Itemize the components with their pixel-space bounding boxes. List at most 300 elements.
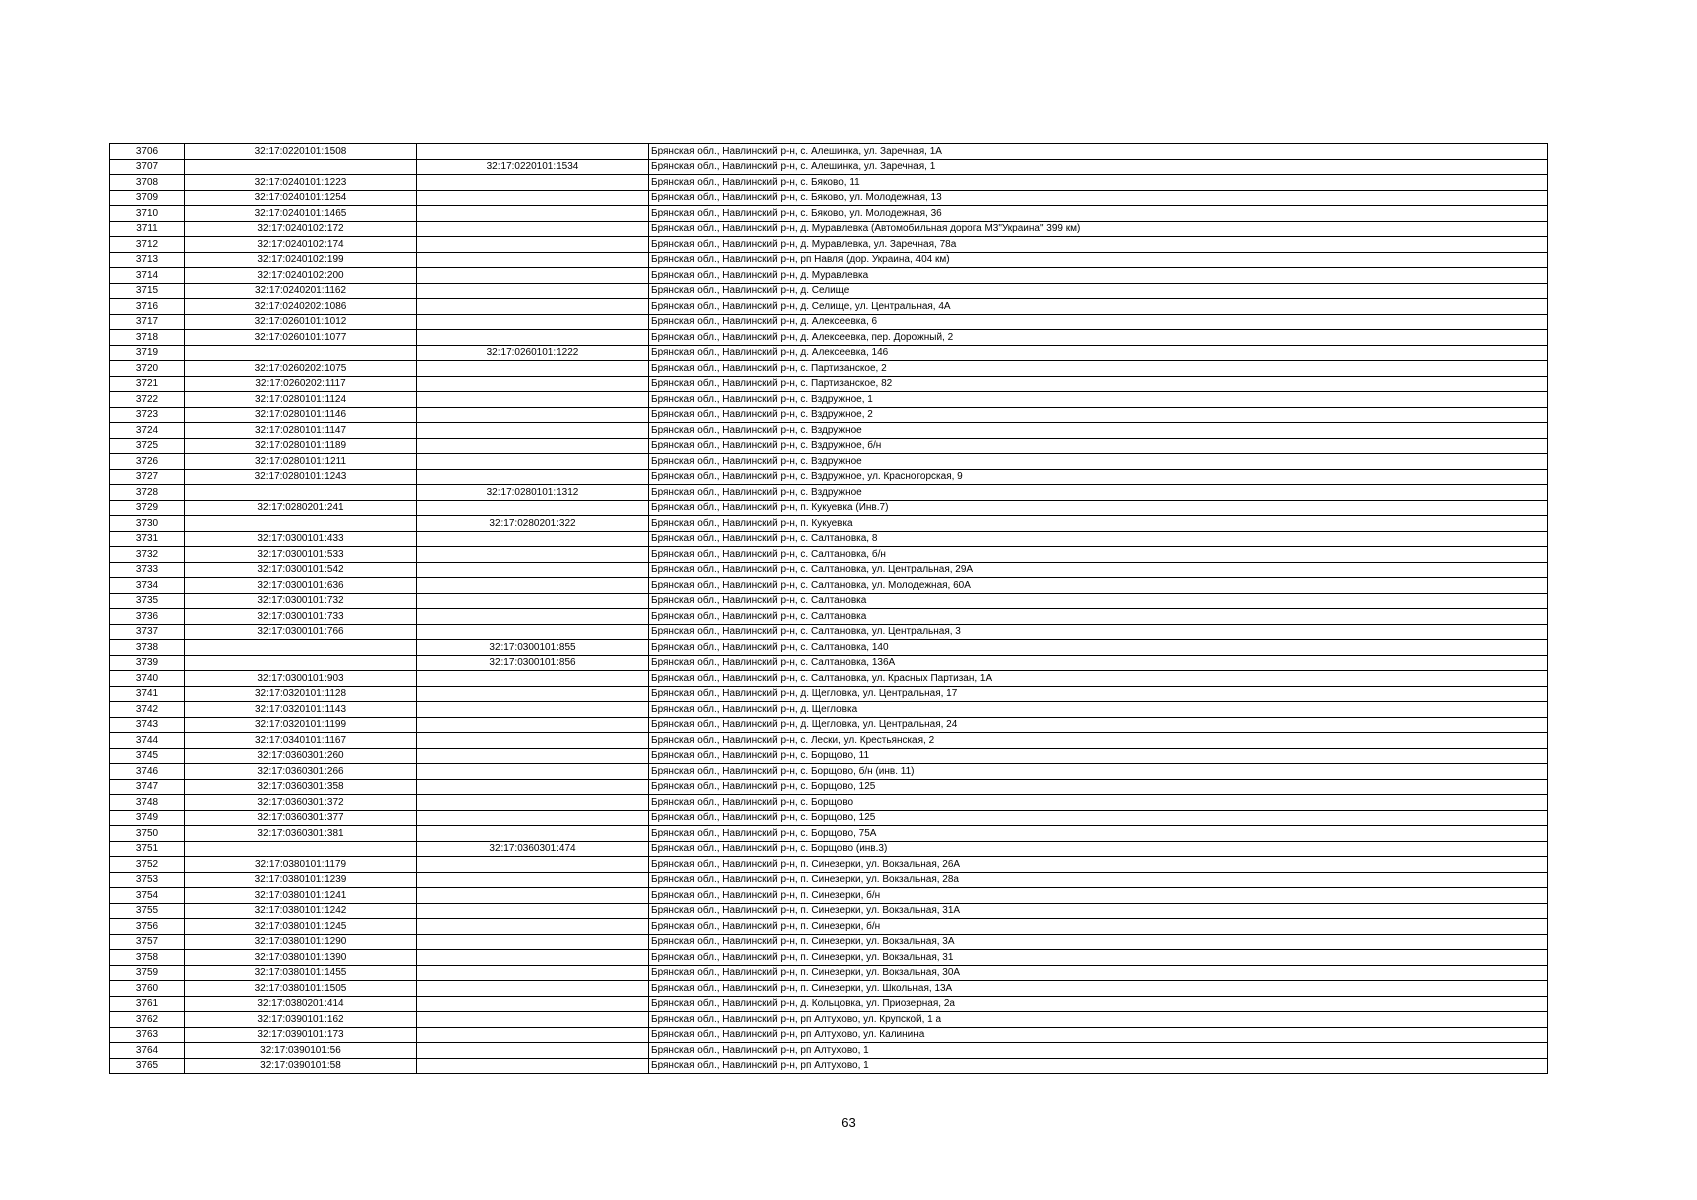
table-row [110, 888, 1548, 904]
table-row [110, 702, 1548, 718]
related-cadastral-number-cell: 32:17:0360301:474 [417, 841, 649, 857]
row-number-cell: 3706 [110, 144, 185, 160]
address-cell: Брянская обл., Навлинский р-н, рп Алтухово, 1 [649, 1043, 1548, 1059]
row-number-cell: 3712 [110, 237, 185, 253]
cadastral-number-cell: 32:17:0360301:358 [185, 779, 417, 795]
address-cell: Брянская обл., Навлинский р-н, п. Синезерки, ул. Школьная, 13А [649, 981, 1548, 997]
related-cadastral-number-cell [417, 252, 649, 268]
row-number-cell: 3747 [110, 779, 185, 795]
address-cell: Брянская обл., Навлинский р-н, с. Борщово, 125 [649, 779, 1548, 795]
table-row [110, 314, 1548, 330]
related-cadastral-number-cell [417, 764, 649, 780]
row-number-cell: 3715 [110, 283, 185, 299]
table-row [110, 407, 1548, 423]
related-cadastral-number-cell [417, 671, 649, 687]
row-number-cell: 3730 [110, 516, 185, 532]
cadastral-number-cell: 32:17:0380101:1241 [185, 888, 417, 904]
address-cell: Брянская обл., Навлинский р-н, с. Борщово, 125 [649, 810, 1548, 826]
table-row [110, 252, 1548, 268]
cadastral-number-cell: 32:17:0300101:433 [185, 531, 417, 547]
table-row [110, 965, 1548, 981]
row-number-cell: 3735 [110, 593, 185, 609]
table-row [110, 826, 1548, 842]
table-row [110, 423, 1548, 439]
related-cadastral-number-cell [417, 314, 649, 330]
row-number-cell: 3724 [110, 423, 185, 439]
related-cadastral-number-cell [417, 299, 649, 315]
table-row [110, 671, 1548, 687]
cadastral-number-cell: 32:17:0360301:372 [185, 795, 417, 811]
related-cadastral-number-cell [417, 934, 649, 950]
row-number-cell: 3765 [110, 1058, 185, 1074]
table-row [110, 547, 1548, 563]
cadastral-number-cell: 32:17:0240101:1223 [185, 175, 417, 191]
related-cadastral-number-cell [417, 500, 649, 516]
cadastral-number-cell: 32:17:0360301:381 [185, 826, 417, 842]
cadastral-number-cell: 32:17:0320101:1128 [185, 686, 417, 702]
table-row [110, 996, 1548, 1012]
address-cell: Брянская обл., Навлинский р-н, с. Салтановка, ул. Красных Партизан, 1А [649, 671, 1548, 687]
row-number-cell: 3731 [110, 531, 185, 547]
related-cadastral-number-cell [417, 392, 649, 408]
table-row [110, 779, 1548, 795]
related-cadastral-number-cell [417, 376, 649, 392]
address-cell: Брянская обл., Навлинский р-н, п. Кукуевка (Инв.7) [649, 500, 1548, 516]
row-number-cell: 3714 [110, 268, 185, 284]
cadastral-number-cell: 32:17:0300101:903 [185, 671, 417, 687]
related-cadastral-number-cell [417, 206, 649, 222]
table-row [110, 283, 1548, 299]
table-row [110, 516, 1548, 532]
related-cadastral-number-cell [417, 1058, 649, 1074]
row-number-cell: 3745 [110, 748, 185, 764]
address-cell: Брянская обл., Навлинский р-н, с. Борщово, б/н (инв. 11) [649, 764, 1548, 780]
address-cell: Брянская обл., Навлинский р-н, рп Алтухово, ул. Крупской, 1 а [649, 1012, 1548, 1028]
row-number-cell: 3736 [110, 609, 185, 625]
related-cadastral-number-cell [417, 702, 649, 718]
table-row [110, 531, 1548, 547]
related-cadastral-number-cell [417, 624, 649, 640]
address-cell: Брянская обл., Навлинский р-н, д. Селище, ул. Центральная, 4А [649, 299, 1548, 315]
row-number-cell: 3713 [110, 252, 185, 268]
table-row [110, 981, 1548, 997]
row-number-cell: 3761 [110, 996, 185, 1012]
row-number-cell: 3729 [110, 500, 185, 516]
cadastral-number-cell: 32:17:0280101:1147 [185, 423, 417, 439]
address-cell: Брянская обл., Навлинский р-н, д. Щегловка [649, 702, 1548, 718]
related-cadastral-number-cell [417, 1043, 649, 1059]
page-number: 63 [841, 1115, 856, 1130]
address-cell: Брянская обл., Навлинский р-н, д. Щегловка, ул. Центральная, 17 [649, 686, 1548, 702]
table-row [110, 159, 1548, 175]
cadastral-number-cell: 32:17:0380101:1245 [185, 919, 417, 935]
address-cell: Брянская обл., Навлинский р-н, д. Алексеевка, 6 [649, 314, 1548, 330]
table-row [110, 469, 1548, 485]
cadastral-number-cell: 32:17:0240102:199 [185, 252, 417, 268]
row-number-cell: 3751 [110, 841, 185, 857]
table-row [110, 795, 1548, 811]
cadastral-number-cell: 32:17:0340101:1167 [185, 733, 417, 749]
address-cell: Брянская обл., Навлинский р-н, с. Бяково, 11 [649, 175, 1548, 191]
related-cadastral-number-cell [417, 190, 649, 206]
row-number-cell: 3762 [110, 1012, 185, 1028]
cadastral-number-cell: 32:17:0240101:1465 [185, 206, 417, 222]
row-number-cell: 3722 [110, 392, 185, 408]
address-cell: Брянская обл., Навлинский р-н, с. Вздружное [649, 485, 1548, 501]
address-cell: Брянская обл., Навлинский р-н, с. Салтановка [649, 609, 1548, 625]
address-cell: Брянская обл., Навлинский р-н, п. Синезерки, ул. Вокзальная, 3А [649, 934, 1548, 950]
row-number-cell: 3740 [110, 671, 185, 687]
row-number-cell: 3728 [110, 485, 185, 501]
cadastral-number-cell: 32:17:0240201:1162 [185, 283, 417, 299]
row-number-cell: 3716 [110, 299, 185, 315]
table-row [110, 361, 1548, 377]
table-row [110, 857, 1548, 873]
cadastral-number-cell: 32:17:0300101:766 [185, 624, 417, 640]
row-number-cell: 3756 [110, 919, 185, 935]
related-cadastral-number-cell: 32:17:0260101:1222 [417, 345, 649, 361]
address-cell: Брянская обл., Навлинский р-н, д. Муравлевка (Автомобильная дорога М3"Украина" 399 км) [649, 221, 1548, 237]
cadastral-number-cell: 32:17:0320101:1143 [185, 702, 417, 718]
cadastral-number-cell [185, 640, 417, 656]
cadastral-number-cell: 32:17:0390101:56 [185, 1043, 417, 1059]
cadastral-number-cell: 32:17:0280201:241 [185, 500, 417, 516]
related-cadastral-number-cell [417, 888, 649, 904]
table-row [110, 500, 1548, 516]
row-number-cell: 3753 [110, 872, 185, 888]
related-cadastral-number-cell [417, 221, 649, 237]
row-number-cell: 3737 [110, 624, 185, 640]
address-cell: Брянская обл., Навлинский р-н, п. Синезерки, ул. Вокзальная, 26А [649, 857, 1548, 873]
table-row [110, 376, 1548, 392]
table-row [110, 903, 1548, 919]
cadastral-number-cell: 32:17:0280101:1211 [185, 454, 417, 470]
address-cell: Брянская обл., Навлинский р-н, с. Борщово [649, 795, 1548, 811]
row-number-cell: 3744 [110, 733, 185, 749]
related-cadastral-number-cell: 32:17:0220101:1534 [417, 159, 649, 175]
table-row [110, 345, 1548, 361]
table-row [110, 578, 1548, 594]
row-number-cell: 3711 [110, 221, 185, 237]
related-cadastral-number-cell [417, 795, 649, 811]
cadastral-number-cell: 32:17:0380101:1390 [185, 950, 417, 966]
table-row [110, 1027, 1548, 1043]
related-cadastral-number-cell [417, 531, 649, 547]
table-row [110, 609, 1548, 625]
cadastral-number-cell: 32:17:0380101:1290 [185, 934, 417, 950]
row-number-cell: 3708 [110, 175, 185, 191]
row-number-cell: 3719 [110, 345, 185, 361]
address-cell: Брянская обл., Навлинский р-н, д. Муравлевка [649, 268, 1548, 284]
row-number-cell: 3750 [110, 826, 185, 842]
related-cadastral-number-cell [417, 578, 649, 594]
cadastral-number-cell: 32:17:0260202:1117 [185, 376, 417, 392]
related-cadastral-number-cell [417, 717, 649, 733]
row-number-cell: 3707 [110, 159, 185, 175]
related-cadastral-number-cell [417, 609, 649, 625]
table-row [110, 206, 1548, 222]
address-cell: Брянская обл., Навлинский р-н, п. Кукуевка [649, 516, 1548, 532]
cadastral-number-cell [185, 841, 417, 857]
row-number-cell: 3749 [110, 810, 185, 826]
address-cell: Брянская обл., Навлинский р-н, д. Селище [649, 283, 1548, 299]
address-cell: Брянская обл., Навлинский р-н, с. Лески, ул. Крестьянская, 2 [649, 733, 1548, 749]
table-row [110, 268, 1548, 284]
table-row [110, 748, 1548, 764]
related-cadastral-number-cell: 32:17:0280201:322 [417, 516, 649, 532]
cadastral-number-cell: 32:17:0240202:1086 [185, 299, 417, 315]
related-cadastral-number-cell [417, 283, 649, 299]
address-cell: Брянская обл., Навлинский р-н, с. Вздружное, ул. Красногорская, 9 [649, 469, 1548, 485]
table-row [110, 733, 1548, 749]
related-cadastral-number-cell [417, 903, 649, 919]
related-cadastral-number-cell [417, 547, 649, 563]
address-cell: Брянская обл., Навлинский р-н, д. Алексеевка, пер. Дорожный, 2 [649, 330, 1548, 346]
address-cell: Брянская обл., Навлинский р-н, с. Вздружное, 1 [649, 392, 1548, 408]
address-cell: Брянская обл., Навлинский р-н, с. Борщово, 75А [649, 826, 1548, 842]
cadastral-number-cell: 32:17:0380101:1242 [185, 903, 417, 919]
address-cell: Брянская обл., Навлинский р-н, рп Алтухово, 1 [649, 1058, 1548, 1074]
related-cadastral-number-cell [417, 593, 649, 609]
table-row [110, 221, 1548, 237]
cadastral-number-cell: 32:17:0240101:1254 [185, 190, 417, 206]
table-row [110, 438, 1548, 454]
table-row [110, 454, 1548, 470]
table-row [110, 330, 1548, 346]
cadastral-number-cell: 32:17:0280101:1243 [185, 469, 417, 485]
row-number-cell: 3739 [110, 655, 185, 671]
related-cadastral-number-cell [417, 361, 649, 377]
address-cell: Брянская обл., Навлинский р-н, с. Партизанское, 82 [649, 376, 1548, 392]
related-cadastral-number-cell [417, 438, 649, 454]
related-cadastral-number-cell [417, 733, 649, 749]
cadastral-number-cell: 32:17:0380101:1505 [185, 981, 417, 997]
cadastral-number-cell: 32:17:0320101:1199 [185, 717, 417, 733]
related-cadastral-number-cell [417, 330, 649, 346]
related-cadastral-number-cell: 32:17:0280101:1312 [417, 485, 649, 501]
address-cell: Брянская обл., Навлинский р-н, п. Синезерки, б/н [649, 888, 1548, 904]
related-cadastral-number-cell [417, 423, 649, 439]
cadastral-number-cell: 32:17:0300101:636 [185, 578, 417, 594]
table-row [110, 934, 1548, 950]
row-number-cell: 3709 [110, 190, 185, 206]
address-cell: Брянская обл., Навлинский р-н, с. Салтановка, б/н [649, 547, 1548, 563]
cadastral-number-cell: 32:17:0260202:1075 [185, 361, 417, 377]
table-row [110, 1058, 1548, 1074]
objects-table [109, 143, 1548, 1074]
row-number-cell: 3721 [110, 376, 185, 392]
table-row [110, 624, 1548, 640]
related-cadastral-number-cell [417, 686, 649, 702]
address-cell: Брянская обл., Навлинский р-н, с. Вздружное [649, 423, 1548, 439]
cadastral-number-cell: 32:17:0360301:260 [185, 748, 417, 764]
row-number-cell: 3727 [110, 469, 185, 485]
address-cell: Брянская обл., Навлинский р-н, с. Партизанское, 2 [649, 361, 1548, 377]
cadastral-number-cell [185, 485, 417, 501]
cadastral-number-cell: 32:17:0260101:1077 [185, 330, 417, 346]
related-cadastral-number-cell [417, 144, 649, 160]
cadastral-number-cell: 32:17:0260101:1012 [185, 314, 417, 330]
cadastral-number-cell: 32:17:0390101:173 [185, 1027, 417, 1043]
address-cell: Брянская обл., Навлинский р-н, п. Синезерки, ул. Вокзальная, 31 [649, 950, 1548, 966]
address-cell: Брянская обл., Навлинский р-н, д. Щегловка, ул. Центральная, 24 [649, 717, 1548, 733]
address-cell: Брянская обл., Навлинский р-н, п. Синезерки, ул. Вокзальная, 30А [649, 965, 1548, 981]
address-cell: Брянская обл., Навлинский р-н, п. Синезерки, ул. Вокзальная, 31А [649, 903, 1548, 919]
related-cadastral-number-cell [417, 407, 649, 423]
address-cell: Брянская обл., Навлинский р-н, с. Бяково, ул. Молодежная, 36 [649, 206, 1548, 222]
row-number-cell: 3758 [110, 950, 185, 966]
related-cadastral-number-cell [417, 469, 649, 485]
cadastral-number-cell: 32:17:0360301:377 [185, 810, 417, 826]
cadastral-number-cell: 32:17:0360301:266 [185, 764, 417, 780]
address-cell: Брянская обл., Навлинский р-н, с. Салтановка, ул. Центральная, 29А [649, 562, 1548, 578]
row-number-cell: 3725 [110, 438, 185, 454]
address-cell: Брянская обл., Навлинский р-н, рп Алтухово, ул. Калинина [649, 1027, 1548, 1043]
related-cadastral-number-cell: 32:17:0300101:855 [417, 640, 649, 656]
table-row [110, 392, 1548, 408]
cadastral-number-cell: 32:17:0280101:1124 [185, 392, 417, 408]
cadastral-number-cell: 32:17:0300101:542 [185, 562, 417, 578]
cadastral-number-cell: 32:17:0280101:1146 [185, 407, 417, 423]
related-cadastral-number-cell [417, 237, 649, 253]
related-cadastral-number-cell [417, 175, 649, 191]
row-number-cell: 3717 [110, 314, 185, 330]
cadastral-number-cell [185, 516, 417, 532]
table-row [110, 237, 1548, 253]
objects-table-body [110, 144, 1548, 1074]
address-cell: Брянская обл., Навлинский р-н, с. Вздружное, 2 [649, 407, 1548, 423]
address-cell: Брянская обл., Навлинский р-н, д. Алексеевка, 146 [649, 345, 1548, 361]
row-number-cell: 3741 [110, 686, 185, 702]
table-row [110, 872, 1548, 888]
address-cell: Брянская обл., Навлинский р-н, с. Бяково, ул. Молодежная, 13 [649, 190, 1548, 206]
address-cell: Брянская обл., Навлинский р-н, с. Салтановка, ул. Центральная, 3 [649, 624, 1548, 640]
cadastral-number-cell: 32:17:0390101:58 [185, 1058, 417, 1074]
cadastral-number-cell [185, 655, 417, 671]
address-cell: Брянская обл., Навлинский р-н, д. Муравлевка, ул. Заречная, 78а [649, 237, 1548, 253]
row-number-cell: 3748 [110, 795, 185, 811]
table-row [110, 841, 1548, 857]
table-row [110, 175, 1548, 191]
table-row [110, 1012, 1548, 1028]
row-number-cell: 3710 [110, 206, 185, 222]
related-cadastral-number-cell [417, 1012, 649, 1028]
row-number-cell: 3720 [110, 361, 185, 377]
address-cell: Брянская обл., Навлинский р-н, с. Салтановка, 140 [649, 640, 1548, 656]
related-cadastral-number-cell [417, 996, 649, 1012]
address-cell: Брянская обл., Навлинский р-н, с. Салтановка, 8 [649, 531, 1548, 547]
row-number-cell: 3746 [110, 764, 185, 780]
related-cadastral-number-cell [417, 872, 649, 888]
related-cadastral-number-cell [417, 965, 649, 981]
row-number-cell: 3754 [110, 888, 185, 904]
row-number-cell: 3757 [110, 934, 185, 950]
cadastral-number-cell: 32:17:0380101:1239 [185, 872, 417, 888]
related-cadastral-number-cell [417, 950, 649, 966]
cadastral-number-cell: 32:17:0390101:162 [185, 1012, 417, 1028]
address-cell: Брянская обл., Навлинский р-н, с. Салтановка, 136А [649, 655, 1548, 671]
table-row [110, 562, 1548, 578]
cadastral-number-cell: 32:17:0240102:172 [185, 221, 417, 237]
related-cadastral-number-cell [417, 1027, 649, 1043]
address-cell: Брянская обл., Навлинский р-н, п. Синезерки, б/н [649, 919, 1548, 935]
cadastral-number-cell: 32:17:0300101:733 [185, 609, 417, 625]
cadastral-number-cell: 32:17:0300101:533 [185, 547, 417, 563]
cadastral-number-cell: 32:17:0240102:174 [185, 237, 417, 253]
address-cell: Брянская обл., Навлинский р-н, с. Салтановка, ул. Молодежная, 60А [649, 578, 1548, 594]
row-number-cell: 3743 [110, 717, 185, 733]
table-row [110, 144, 1548, 160]
row-number-cell: 3734 [110, 578, 185, 594]
row-number-cell: 3726 [110, 454, 185, 470]
row-number-cell: 3742 [110, 702, 185, 718]
cadastral-number-cell: 32:17:0240102:200 [185, 268, 417, 284]
related-cadastral-number-cell [417, 748, 649, 764]
address-cell: Брянская обл., Навлинский р-н, рп Навля (дор. Украина, 404 км) [649, 252, 1548, 268]
table-row [110, 919, 1548, 935]
row-number-cell: 3738 [110, 640, 185, 656]
table-row [110, 764, 1548, 780]
table-row [110, 190, 1548, 206]
table-row [110, 655, 1548, 671]
address-cell: Брянская обл., Навлинский р-н, с. Борщово (инв.3) [649, 841, 1548, 857]
row-number-cell: 3752 [110, 857, 185, 873]
address-cell: Брянская обл., Навлинский р-н, д. Кольцовка, ул. Приозерная, 2а [649, 996, 1548, 1012]
table-row [110, 299, 1548, 315]
table-row [110, 686, 1548, 702]
row-number-cell: 3760 [110, 981, 185, 997]
related-cadastral-number-cell [417, 268, 649, 284]
table-row [110, 810, 1548, 826]
related-cadastral-number-cell: 32:17:0300101:856 [417, 655, 649, 671]
cadastral-number-cell: 32:17:0380201:414 [185, 996, 417, 1012]
address-cell: Брянская обл., Навлинский р-н, с. Алешинка, ул. Заречная, 1А [649, 144, 1548, 160]
address-cell: Брянская обл., Навлинский р-н, с. Вздружное, б/н [649, 438, 1548, 454]
table-row [110, 593, 1548, 609]
row-number-cell: 3764 [110, 1043, 185, 1059]
address-cell: Брянская обл., Навлинский р-н, с. Вздружное [649, 454, 1548, 470]
row-number-cell: 3759 [110, 965, 185, 981]
cadastral-number-cell: 32:17:0300101:732 [185, 593, 417, 609]
related-cadastral-number-cell [417, 981, 649, 997]
related-cadastral-number-cell [417, 454, 649, 470]
table-row [110, 717, 1548, 733]
related-cadastral-number-cell [417, 779, 649, 795]
address-cell: Брянская обл., Навлинский р-н, с. Салтановка [649, 593, 1548, 609]
row-number-cell: 3723 [110, 407, 185, 423]
row-number-cell: 3718 [110, 330, 185, 346]
row-number-cell: 3755 [110, 903, 185, 919]
related-cadastral-number-cell [417, 562, 649, 578]
address-cell: Брянская обл., Навлинский р-н, с. Борщово, 11 [649, 748, 1548, 764]
cadastral-number-cell [185, 345, 417, 361]
related-cadastral-number-cell [417, 857, 649, 873]
row-number-cell: 3763 [110, 1027, 185, 1043]
table-row [110, 1043, 1548, 1059]
row-number-cell: 3732 [110, 547, 185, 563]
related-cadastral-number-cell [417, 826, 649, 842]
row-number-cell: 3733 [110, 562, 185, 578]
related-cadastral-number-cell [417, 810, 649, 826]
address-cell: Брянская обл., Навлинский р-н, с. Алешинка, ул. Заречная, 1 [649, 159, 1548, 175]
cadastral-number-cell: 32:17:0380101:1179 [185, 857, 417, 873]
cadastral-number-cell: 32:17:0380101:1455 [185, 965, 417, 981]
related-cadastral-number-cell [417, 919, 649, 935]
cadastral-number-cell [185, 159, 417, 175]
table-row [110, 950, 1548, 966]
cadastral-number-cell: 32:17:0280101:1189 [185, 438, 417, 454]
address-cell: Брянская обл., Навлинский р-н, п. Синезерки, ул. Вокзальная, 28а [649, 872, 1548, 888]
